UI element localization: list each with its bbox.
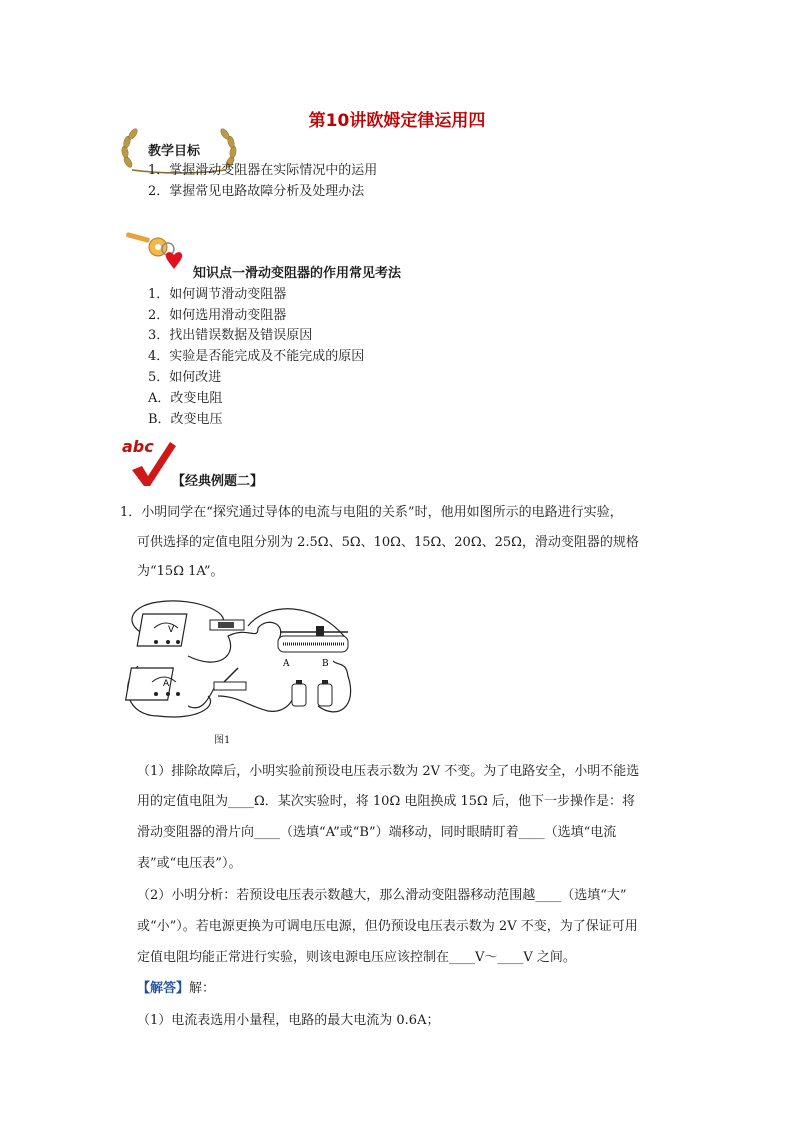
terminal-b: B xyxy=(322,659,329,669)
goal-item: 2．掌握常见电路故障分析及处理办法 xyxy=(148,184,365,199)
part1-line: （1）排除故障后，小明实验前预设电压表示数为 2V 不变。为了电路安全，小明不能选 xyxy=(137,764,640,779)
switch xyxy=(214,668,246,690)
voltmeter xyxy=(137,614,187,646)
voltmeter-label: V xyxy=(168,625,175,635)
question-line: 1．小明同学在“探究通过导体的电流与电阻的关系”时，他用如图所示的电路进行实验， xyxy=(120,505,623,520)
question-line: 为“15Ω 1A”。 xyxy=(137,564,224,579)
list-item: 3．找出错误数据及错误原因 xyxy=(148,328,313,343)
example-heading: 【经典例题二】 xyxy=(172,474,264,489)
answer-suffix: 解： xyxy=(189,981,216,996)
answer-line: （1）电流表选用小量程，电路的最大电流为 0.6A； xyxy=(137,1013,440,1028)
part2-line: 定值电阻均能正常进行实验，则该电源电压应该控制在____V～____V 之间。 xyxy=(137,950,576,965)
list-item: 2．如何选用滑动变阻器 xyxy=(148,308,287,323)
part2-line: （2）小明分析：若预设电压表示数越大，那么滑动变阻器移动范围越____（选填“大” xyxy=(137,888,627,903)
list-item: 5．如何改进 xyxy=(148,370,222,385)
list-item: A．改变电阻 xyxy=(148,391,223,406)
circuit-figure xyxy=(118,596,360,726)
part1-line: 用的定值电阻为____Ω．某次实验时，将 10Ω 电阻换成 15Ω 后，他下一步操作是：将 xyxy=(137,794,635,809)
list-item: B．改变电压 xyxy=(148,412,223,427)
abc-label: abc xyxy=(122,437,154,456)
sliding-rheostat xyxy=(278,626,348,669)
part1-line: 滑动变阻器的滑片向____（选填“A”或“B”）端移动，同时眼睛盯着____（选填“电流 xyxy=(137,825,617,840)
figure-caption: 图1 xyxy=(214,735,231,746)
key-heart-icon xyxy=(124,229,188,273)
part1-line: 表”或“电压表”）。 xyxy=(137,856,242,871)
section-heading: 知识点一滑动变阻器的作用常见考法 xyxy=(193,266,402,281)
list-item: 4．实验是否能完成及不能完成的原因 xyxy=(148,349,365,364)
goals-label: 教学目标 xyxy=(148,144,201,159)
answer-heading xyxy=(137,977,215,996)
list-item: 1．如何调节滑动变阻器 xyxy=(148,287,287,302)
ammeter-label: A xyxy=(163,679,170,689)
checkmark-icon xyxy=(128,440,178,488)
part2-line: 或“小”）。若电源更换为可调电压电源，但仍预设电压表示数为 2V 不变，为了保证可用 xyxy=(137,919,638,934)
goal-item: 1．掌握滑动变阻器在实际情况中的运用 xyxy=(148,163,378,178)
page-title: 第10讲欧姆定律运用四 xyxy=(308,111,486,131)
battery xyxy=(292,680,332,706)
ammeter xyxy=(126,668,180,700)
answer-label: 【解答】 xyxy=(137,981,190,996)
question-line: 可供选择的定值电阻分别为 2.5Ω、5Ω、10Ω、15Ω、20Ω、25Ω，滑动变阻器的规格 xyxy=(137,535,639,550)
fixed-resistor xyxy=(210,620,244,630)
terminal-a: A xyxy=(283,659,290,669)
